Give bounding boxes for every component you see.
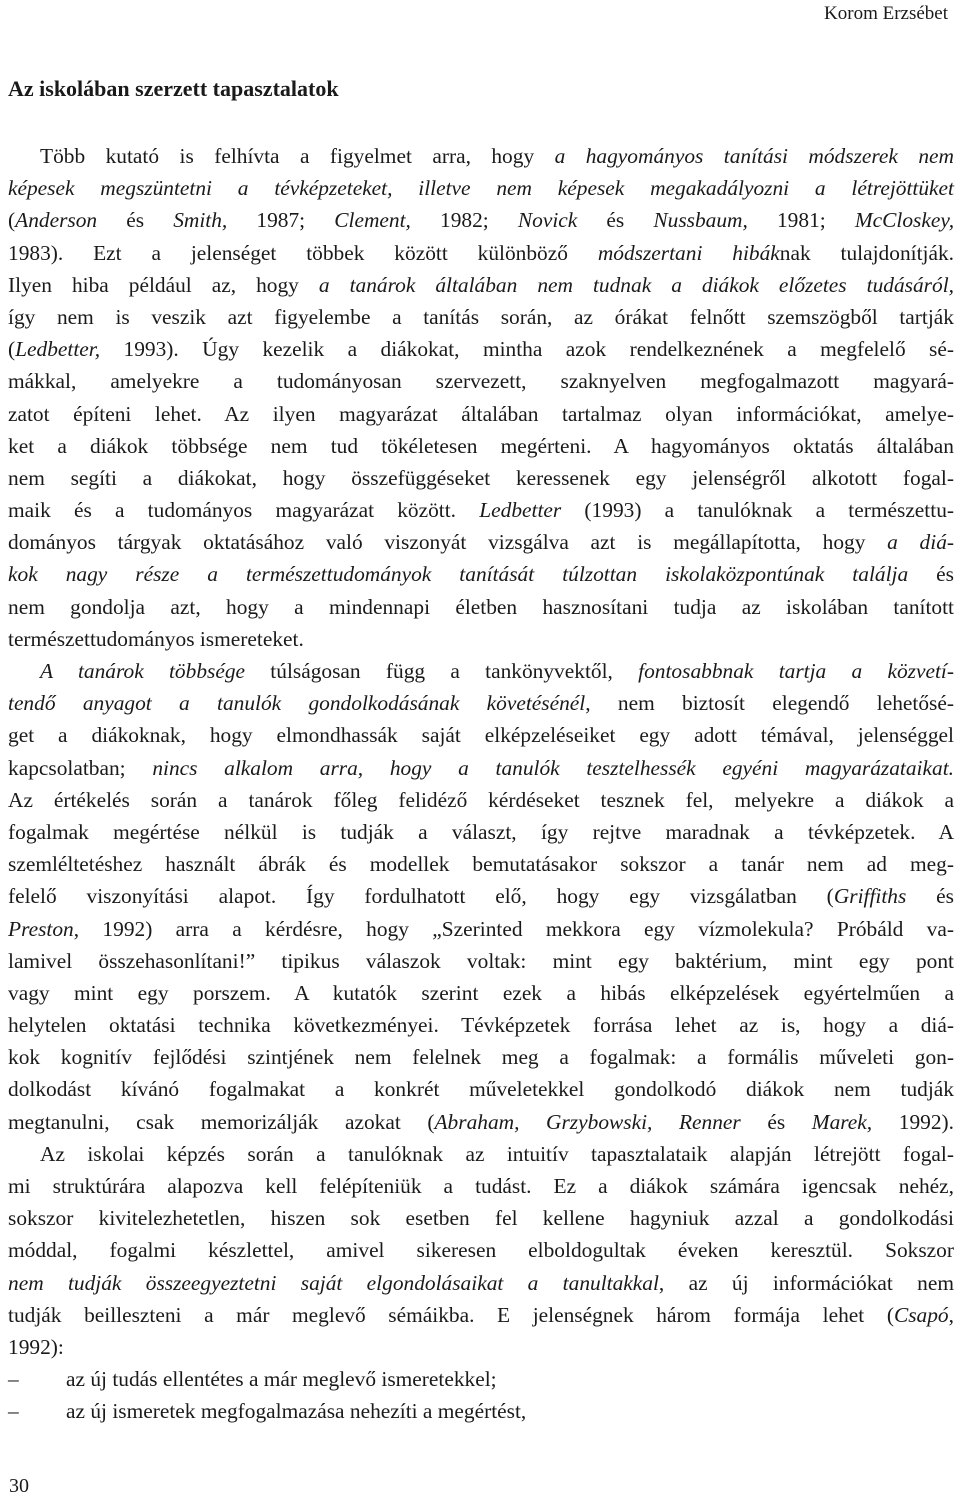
text-span: maik és a tudományos magyarázat között.: [8, 498, 480, 523]
text-span: ,: [948, 1302, 954, 1327]
text-line: [8, 237, 954, 269]
italic-text: Marek,: [811, 1109, 873, 1134]
text-line: [8, 1073, 954, 1105]
text-span: 1992):: [8, 1334, 64, 1359]
text-span: így nem is veszik azt figyelembe a tanítás során, az órákat felnőtt szemszögből tartják: [8, 304, 954, 329]
text-line: [8, 623, 954, 655]
text-span: Az iskolai képzés során a tanulóknak az intuitív tapasztalataik alapján létrejött fogal-: [40, 1141, 954, 1166]
text-line: [8, 719, 954, 751]
text-line: [8, 1009, 954, 1041]
text-line: [8, 398, 954, 430]
italic-text: Smith,: [173, 208, 228, 233]
text-line: [8, 1170, 954, 1202]
text-span: nem segíti a diákokat, hogy összefüggéseket keressenek egy jelenségről alkotott fogal-: [8, 465, 954, 490]
italic-text: fontosabbnak tartja a közvetí-: [638, 659, 955, 683]
italic-text: Abraham, Grzybowski, Renner: [434, 1109, 741, 1134]
text-span: (: [8, 337, 16, 362]
text-line: [8, 333, 954, 365]
dash-bullet: –: [8, 1399, 19, 1424]
text-span: szemléltetéshez használt ábrák és modellek bemutatásakor sokszor a tanár nem ad meg-: [8, 852, 954, 877]
text-span: get a diákoknak, hogy elmondhassák saját elképzeléseiket egy adott témával, jelenséggel: [8, 723, 954, 748]
text-span: móddal, fogalmi készlettel, amivel sikeresen elboldogultak éveken keresztül. Sokszor: [8, 1238, 954, 1263]
italic-text: módszertani hibák: [597, 240, 780, 265]
text-span: túlságosan függ a tankönyvektől,: [245, 659, 639, 683]
text-span: természettudományos ismereteket.: [8, 626, 304, 651]
italic-text: Novick: [517, 208, 578, 233]
text-span: Több kutató is felhívta a figyelmet arra, hogy: [40, 144, 555, 168]
text-span: nak tulajdonítják.: [779, 240, 954, 265]
text-span: dományos tárgyak oktatásához való viszonyát vizsgálva azt is megállapította, hogy: [8, 530, 888, 555]
text-span: lamivel összehasonlítani!” tipikus válaszok voltak: mint egy baktérium, mint egy pont: [8, 948, 954, 973]
text-span: vagy mint egy porszem. A kutatók szerint ezek a hibás elképzelések egyértelműen a: [8, 980, 954, 1005]
italic-text: Ledbetter: [479, 498, 562, 523]
text-line: [8, 1106, 954, 1138]
italic-text: a diá-: [887, 530, 955, 555]
text-line: [8, 269, 954, 301]
italic-text: kok nagy része a természettudományok tanítását túlzottan iskolaközpontúnak találja: [8, 562, 909, 587]
text-line: [8, 752, 954, 784]
text-line: [8, 430, 954, 462]
text-line: [8, 1202, 954, 1234]
text-line: [8, 1267, 954, 1299]
text-span: (: [8, 208, 16, 233]
text-span: mákkal, amelyekre a tudományosan szervezett, szaknyelven megfogalmazott magyará-: [8, 369, 954, 394]
text-line: [8, 977, 954, 1009]
text-line: [8, 140, 954, 172]
italic-text: tendő anyagot a tanulók gondolkodásának követésénél: [8, 691, 586, 716]
italic-text: nem tudják összeegyeztetni saját elgondolásaikat a tanultakkal: [8, 1270, 659, 1295]
text-span: és: [97, 208, 174, 233]
dash-bullet: –: [8, 1367, 19, 1392]
text-span: (1993) a tanulóknak a természettu-: [561, 498, 955, 523]
list-item: [8, 1363, 954, 1395]
text-span: kok kognitív fejlődési szintjének nem felelnek meg a fogalmak: a formális műveleti gon-: [8, 1045, 954, 1070]
italic-text: Griffiths: [833, 884, 907, 909]
text-line: [8, 848, 954, 880]
text-line: [8, 1331, 954, 1363]
italic-text: a hagyományos tanítási módszerek nem: [554, 144, 954, 168]
italic-text: McCloskey,: [854, 208, 955, 233]
text-span: 1982;: [410, 208, 518, 233]
text-span: és: [740, 1109, 812, 1134]
italic-text: képesek megszüntetni a tévképzeteket, illetve nem képesek megakadályozni a létrejöttüket: [8, 176, 954, 201]
body-text: [8, 140, 954, 1428]
text-span: Ilyen hiba például az, hogy: [8, 272, 319, 297]
text-line: [8, 687, 954, 719]
text-line: [8, 494, 954, 526]
text-span: dolkodást kívánó fogalmakat a konkrét műveletekkel gondolkodó diákok nem tudják: [8, 1077, 954, 1102]
text-line: [8, 462, 954, 494]
text-span: megtanulni, csak memorizálják azokat (: [8, 1109, 435, 1134]
section-title: Az iskolában szerzett tapasztalatok: [8, 76, 339, 101]
running-header-author: Korom Erzsébet: [824, 3, 948, 24]
text-line: [8, 945, 954, 977]
text-line: [8, 784, 954, 816]
text-span: tudják beilleszteni a már meglevő sémáikba. E jelenségnek három formája lehet (: [8, 1302, 894, 1327]
text-span: 1983). Ezt a jelenséget többek között különböző: [8, 240, 598, 265]
text-span: , 1992) arra a kérdésre, hogy „Szerinted mekkora egy vízmolekula? Próbáld va-: [73, 916, 954, 941]
text-line: [8, 526, 954, 558]
text-span: nem gondolja azt, hogy a mindennapi életben hasznosítani tudja az iskolában tanított: [8, 594, 954, 619]
text-span: 1981;: [747, 208, 855, 233]
text-span: mi struktúrára alapozva kell felépíteniük a tudást. Ez a diákok számára igencsak nehéz,: [8, 1174, 954, 1198]
text-span: , az új információkat nem: [658, 1270, 954, 1295]
text-line: [8, 172, 954, 204]
text-line: [8, 558, 954, 590]
italic-text: Csapó: [893, 1302, 949, 1327]
text-span: és: [906, 884, 954, 909]
text-line: [8, 1138, 954, 1170]
list-item: [8, 1395, 954, 1427]
text-line: [8, 365, 954, 397]
text-span: Az értékelés során a tanárok főleg felidéző kérdéseket tesznek fel, melyekre a diákok a: [8, 787, 954, 812]
text-span: , nem biztosít elegendő lehetősé-: [585, 691, 954, 716]
italic-text: Anderson: [15, 208, 98, 233]
italic-text: Preston: [8, 916, 74, 941]
text-span: ket a diákok többsége nem tud tökéletesen megérteni. A hagyományos oktatás általában: [8, 433, 954, 458]
italic-text: Nussbaum,: [653, 208, 748, 233]
text-span: fogalmak megértése nélkül is tudják a választ, így rejtve maradnak a tévképzetek. A: [8, 819, 954, 844]
text-span: helytelen oktatási technika következményei. Tévképzetek forrása lehet az is, hogy a diá-: [8, 1013, 954, 1038]
text-line: [8, 1234, 954, 1266]
italic-text: nincs alkalom arra, hogy a tanulók tesztelhessék egyéni magyarázataikat.: [152, 755, 954, 780]
text-line: [8, 301, 954, 333]
text-line: [8, 204, 954, 236]
page-number: 30: [9, 1475, 29, 1497]
text-span: 1993). Úgy kezelik a diákokat, mintha azok rendelkeznének a megfelelő sé-: [100, 337, 954, 362]
text-line: [8, 913, 954, 945]
text-line: [8, 1299, 954, 1331]
text-line: [8, 1041, 954, 1073]
text-span: 1987;: [227, 208, 335, 233]
text-span: zatot építeni lehet. Az ilyen magyarázat általában tartalmaz olyan információkat, amelye-: [8, 401, 954, 426]
text-span: sokszor kivitelezhetetlen, hiszen sok esetben fel kellene hagyniuk azzal a gondolkodási: [8, 1206, 954, 1231]
text-line: [8, 880, 954, 912]
text-span: kapcsolatban;: [8, 755, 153, 780]
text-line: [8, 591, 954, 623]
text-span: felelő viszonyítási alapot. Így fordulhatott elő, hogy egy vizsgálatban (: [8, 884, 834, 909]
italic-text: a tanárok általában nem tudnak a diákok előzetes tudásáról,: [318, 272, 954, 297]
text-line: [8, 655, 954, 687]
text-span: és: [908, 562, 954, 587]
text-span: az új ismeretek megfogalmazása nehezíti a megértést,: [66, 1399, 527, 1424]
text-line: [8, 816, 954, 848]
text-span: 1992).: [872, 1109, 954, 1134]
italic-text: Clement,: [334, 208, 411, 233]
text-span: az új tudás ellentétes a már meglevő ismeretekkel;: [66, 1367, 497, 1392]
italic-text: Ledbetter,: [15, 337, 101, 362]
italic-text: A tanárok többsége: [40, 659, 246, 683]
text-span: és: [577, 208, 654, 233]
